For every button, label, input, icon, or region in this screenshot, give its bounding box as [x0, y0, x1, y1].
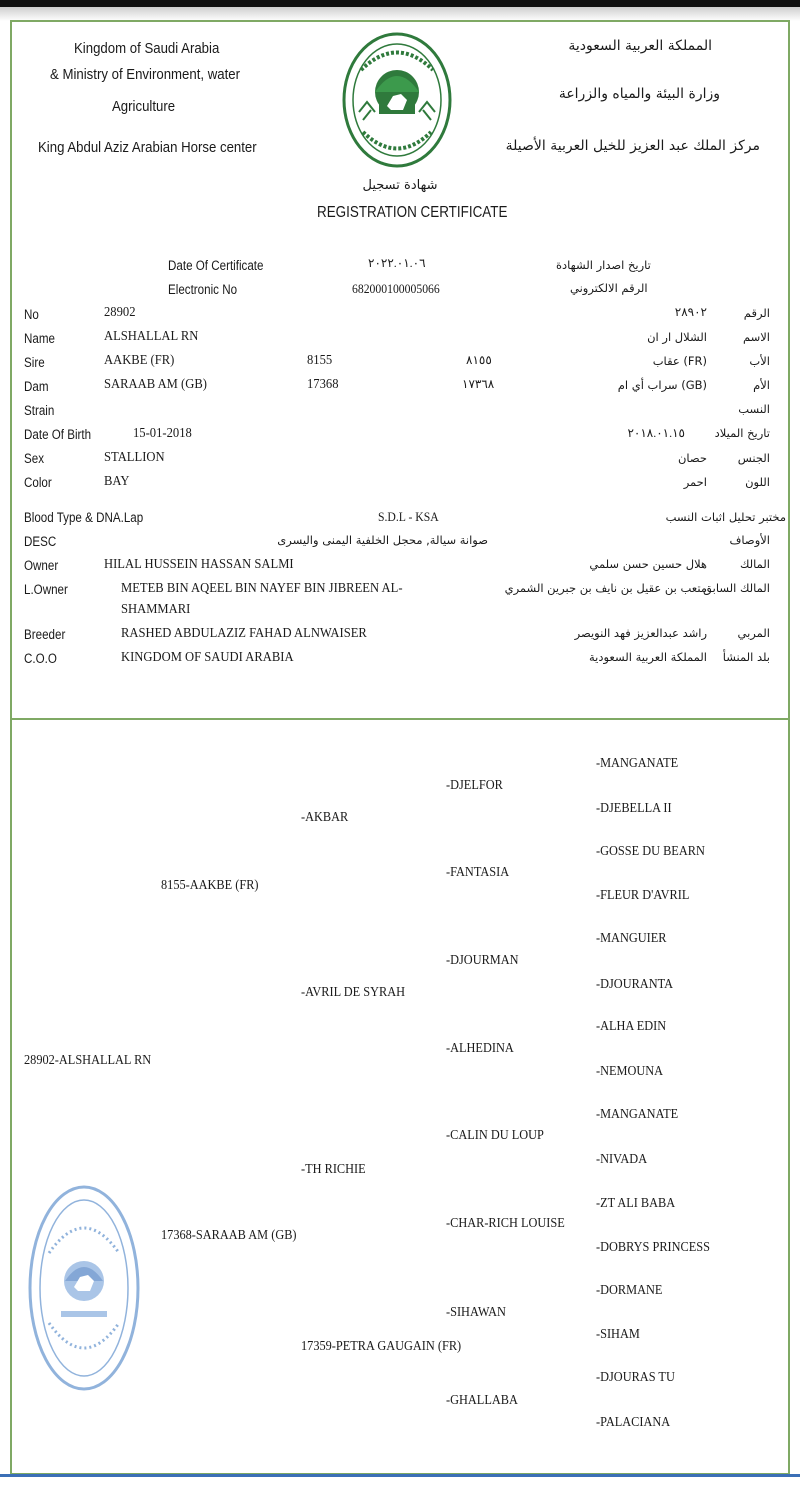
- owner-value: HILAL HUSSEIN HASSAN SALMI: [104, 557, 294, 572]
- pedigree-g4-7: -ALHA EDIN: [596, 1019, 667, 1034]
- pedigree-g2-3: -TH RICHIE: [301, 1162, 366, 1177]
- pedigree-g4-1: -MANGANATE: [596, 756, 679, 771]
- lowner-value-line2: SHAMMARI: [121, 602, 191, 617]
- top-shadow: [0, 7, 800, 21]
- lowner-label: L.Owner: [24, 582, 68, 597]
- title-ar: شهادة تسجيل: [362, 178, 438, 193]
- lowner-label-ar: المالك السابق: [703, 581, 770, 595]
- dam-number: 17368: [307, 377, 339, 392]
- date-label: Date Of Certificate: [168, 258, 264, 273]
- coo-value: KINGDOM OF SAUDI ARABIA: [121, 650, 294, 665]
- no-label-ar: الرقم: [743, 306, 770, 320]
- desc-label: DESC: [24, 534, 57, 549]
- pedigree-g4-14: -SIHAM: [596, 1327, 640, 1342]
- no-value: 28902: [104, 305, 136, 320]
- pedigree-g3-4: -ALHEDINA: [446, 1041, 514, 1056]
- pedigree-g3-6: -CHAR-RICH LOUISE: [446, 1216, 565, 1231]
- dob-label: Date Of Birth: [24, 427, 92, 442]
- dam-value: SARAAB AM (GB): [104, 377, 207, 392]
- pedigree-g3-2: -FANTASIA: [446, 865, 510, 880]
- date-label-ar: تاريخ اصدار الشهادة: [556, 258, 651, 272]
- name-label: Name: [24, 331, 55, 346]
- coo-label-ar: بلد المنشأ: [722, 650, 770, 664]
- header-en-line1: Kingdom of Saudi Arabia: [74, 40, 220, 57]
- dam-value-ar: (GB) سراب أي ام: [617, 378, 707, 392]
- name-value-ar: الشلال ار ان: [647, 330, 707, 344]
- header-en-line2: & Ministry of Environment, water: [50, 66, 240, 83]
- registry-stamp-icon: [27, 1183, 142, 1393]
- blood-label-ar: مختبر تحليل اثبات النسب: [665, 510, 786, 524]
- sex-value-ar: حصان: [677, 451, 707, 465]
- strain-label: Strain: [24, 403, 55, 418]
- breeder-value-ar: راشد عبدالعزيز فهد النويصر: [574, 626, 707, 640]
- color-value: BAY: [104, 474, 130, 489]
- pedigree-g4-4: -FLEUR D'AVRIL: [596, 888, 690, 903]
- sire-label-ar: الأب: [749, 354, 770, 368]
- header-ar-line2: وزارة البيئة والمياه والزراعة: [558, 86, 720, 102]
- breeder-label: Breeder: [24, 627, 66, 642]
- owner-label: Owner: [24, 558, 59, 573]
- breeder-label-ar: المربي: [737, 626, 770, 640]
- pedigree-g4-8: -NEMOUNA: [596, 1064, 664, 1079]
- desc-value: صوانة سيالة, محجل الخلفية اليمنى واليسرى: [277, 533, 488, 547]
- pedigree-dam: 17368-SARAAB AM (GB): [161, 1228, 297, 1243]
- color-label: Color: [24, 475, 52, 490]
- pedigree-g3-3: -DJOURMAN: [446, 953, 519, 968]
- electronic-label: Electronic No: [168, 282, 238, 297]
- blood-label: Blood Type & DNA.Lap: [24, 510, 144, 525]
- pedigree-sire: 8155-AAKBE (FR): [161, 878, 259, 893]
- pedigree-g4-10: -NIVADA: [596, 1152, 648, 1167]
- pedigree-g3-7: -SIHAWAN: [446, 1305, 506, 1320]
- pedigree-g4-9: -MANGANATE: [596, 1107, 679, 1122]
- pedigree-g3-5: -CALIN DU LOUP: [446, 1128, 544, 1143]
- pedigree-g4-6: -DJOURANTA: [596, 977, 674, 992]
- pedigree-g2-2: -AVRIL DE SYRAH: [301, 985, 406, 1000]
- coo-value-ar: المملكة العربية السعودية: [589, 650, 707, 664]
- sire-label: Sire: [24, 355, 45, 370]
- sire-value-ar: (FR) عقاب: [652, 354, 707, 368]
- dob-value-ar: ٢٠١٨.٠١.١٥: [627, 426, 685, 440]
- name-label-ar: الاسم: [742, 330, 770, 344]
- lowner-value-ar: متعب بن عقيل بن نايف بن جبرين الشمري: [504, 581, 707, 595]
- pedigree-g4-3: -GOSSE DU BEARN: [596, 844, 705, 859]
- sire-number-ar: ٨١٥٥: [466, 353, 492, 367]
- pedigree-g4-15: -DJOURAS TU: [596, 1370, 675, 1385]
- ministry-logo-icon: [341, 30, 453, 170]
- color-label-ar: اللون: [745, 475, 770, 489]
- header-ar-line1: المملكة العربية السعودية: [568, 38, 712, 54]
- header-en-line4: King Abdul Aziz Arabian Horse center: [38, 139, 257, 156]
- pedigree-g3-8: -GHALLABA: [446, 1393, 518, 1408]
- sex-label: Sex: [24, 451, 45, 466]
- color-value-ar: احمر: [683, 475, 707, 489]
- pedigree-g2-1: -AKBAR: [301, 810, 349, 825]
- lowner-value-line1: METEB BIN AQEEL BIN NAYEF BIN JIBREEN AL-: [121, 581, 403, 596]
- strain-label-ar: النسب: [738, 402, 770, 416]
- coo-label: C.O.O: [24, 651, 57, 666]
- pedigree-g4-5: -MANGUIER: [596, 931, 667, 946]
- name-value: ALSHALLAL RN: [104, 329, 199, 344]
- top-bar: [0, 0, 800, 7]
- breeder-value: RASHED ABDULAZIZ FAHAD ALNWAISER: [121, 626, 367, 641]
- pedigree-g4-12: -DOBRYS PRINCESS: [596, 1240, 711, 1255]
- dob-value: 15-01-2018: [133, 426, 192, 441]
- pedigree-g4-16: -PALACIANA: [596, 1415, 671, 1430]
- pedigree-horse: 28902-ALSHALLAL RN: [24, 1053, 152, 1068]
- sire-value: AAKBE (FR): [104, 353, 175, 368]
- header-en-line3: Agriculture: [112, 98, 176, 115]
- owner-value-ar: هلال حسين حسن سلمي: [589, 557, 707, 571]
- pedigree-g4-13: -DORMANE: [596, 1283, 663, 1298]
- owner-label-ar: المالك: [739, 557, 770, 571]
- dam-label-ar: الأم: [753, 378, 770, 392]
- title-en: REGISTRATION CERTIFICATE: [317, 204, 508, 221]
- no-value-ar: ٢٨٩٠٢: [674, 305, 707, 319]
- no-label: No: [24, 307, 39, 322]
- pedigree-g4-2: -DJEBELLA II: [596, 801, 672, 816]
- header-ar-line3: مركز الملك عبد العزيز للخيل العربية الأصيلة: [505, 138, 760, 154]
- electronic-value: 682000100005066: [352, 281, 440, 296]
- date-value: ٢٠٢٢.٠١.٠٦: [368, 256, 426, 270]
- dam-label: Dam: [24, 379, 49, 394]
- sex-label-ar: الجنس: [737, 451, 770, 465]
- pedigree-g2-4: 17359-PETRA GAUGAIN (FR): [301, 1339, 462, 1354]
- pedigree-g3-1: -DJELFOR: [446, 778, 503, 793]
- sire-number: 8155: [307, 353, 333, 368]
- electronic-label-ar: الرقم الالكتروني: [570, 281, 648, 295]
- blood-value: S.D.L - KSA: [378, 509, 439, 524]
- dam-number-ar: ١٧٣٦٨: [462, 377, 495, 391]
- sex-value: STALLION: [104, 450, 165, 465]
- dob-label-ar: تاريخ الميلاد: [714, 426, 770, 440]
- desc-label-ar: الأوصاف: [729, 533, 770, 547]
- pedigree-g4-11: -ZT ALI BABA: [596, 1196, 676, 1211]
- bottom-accent-line: [0, 1474, 800, 1477]
